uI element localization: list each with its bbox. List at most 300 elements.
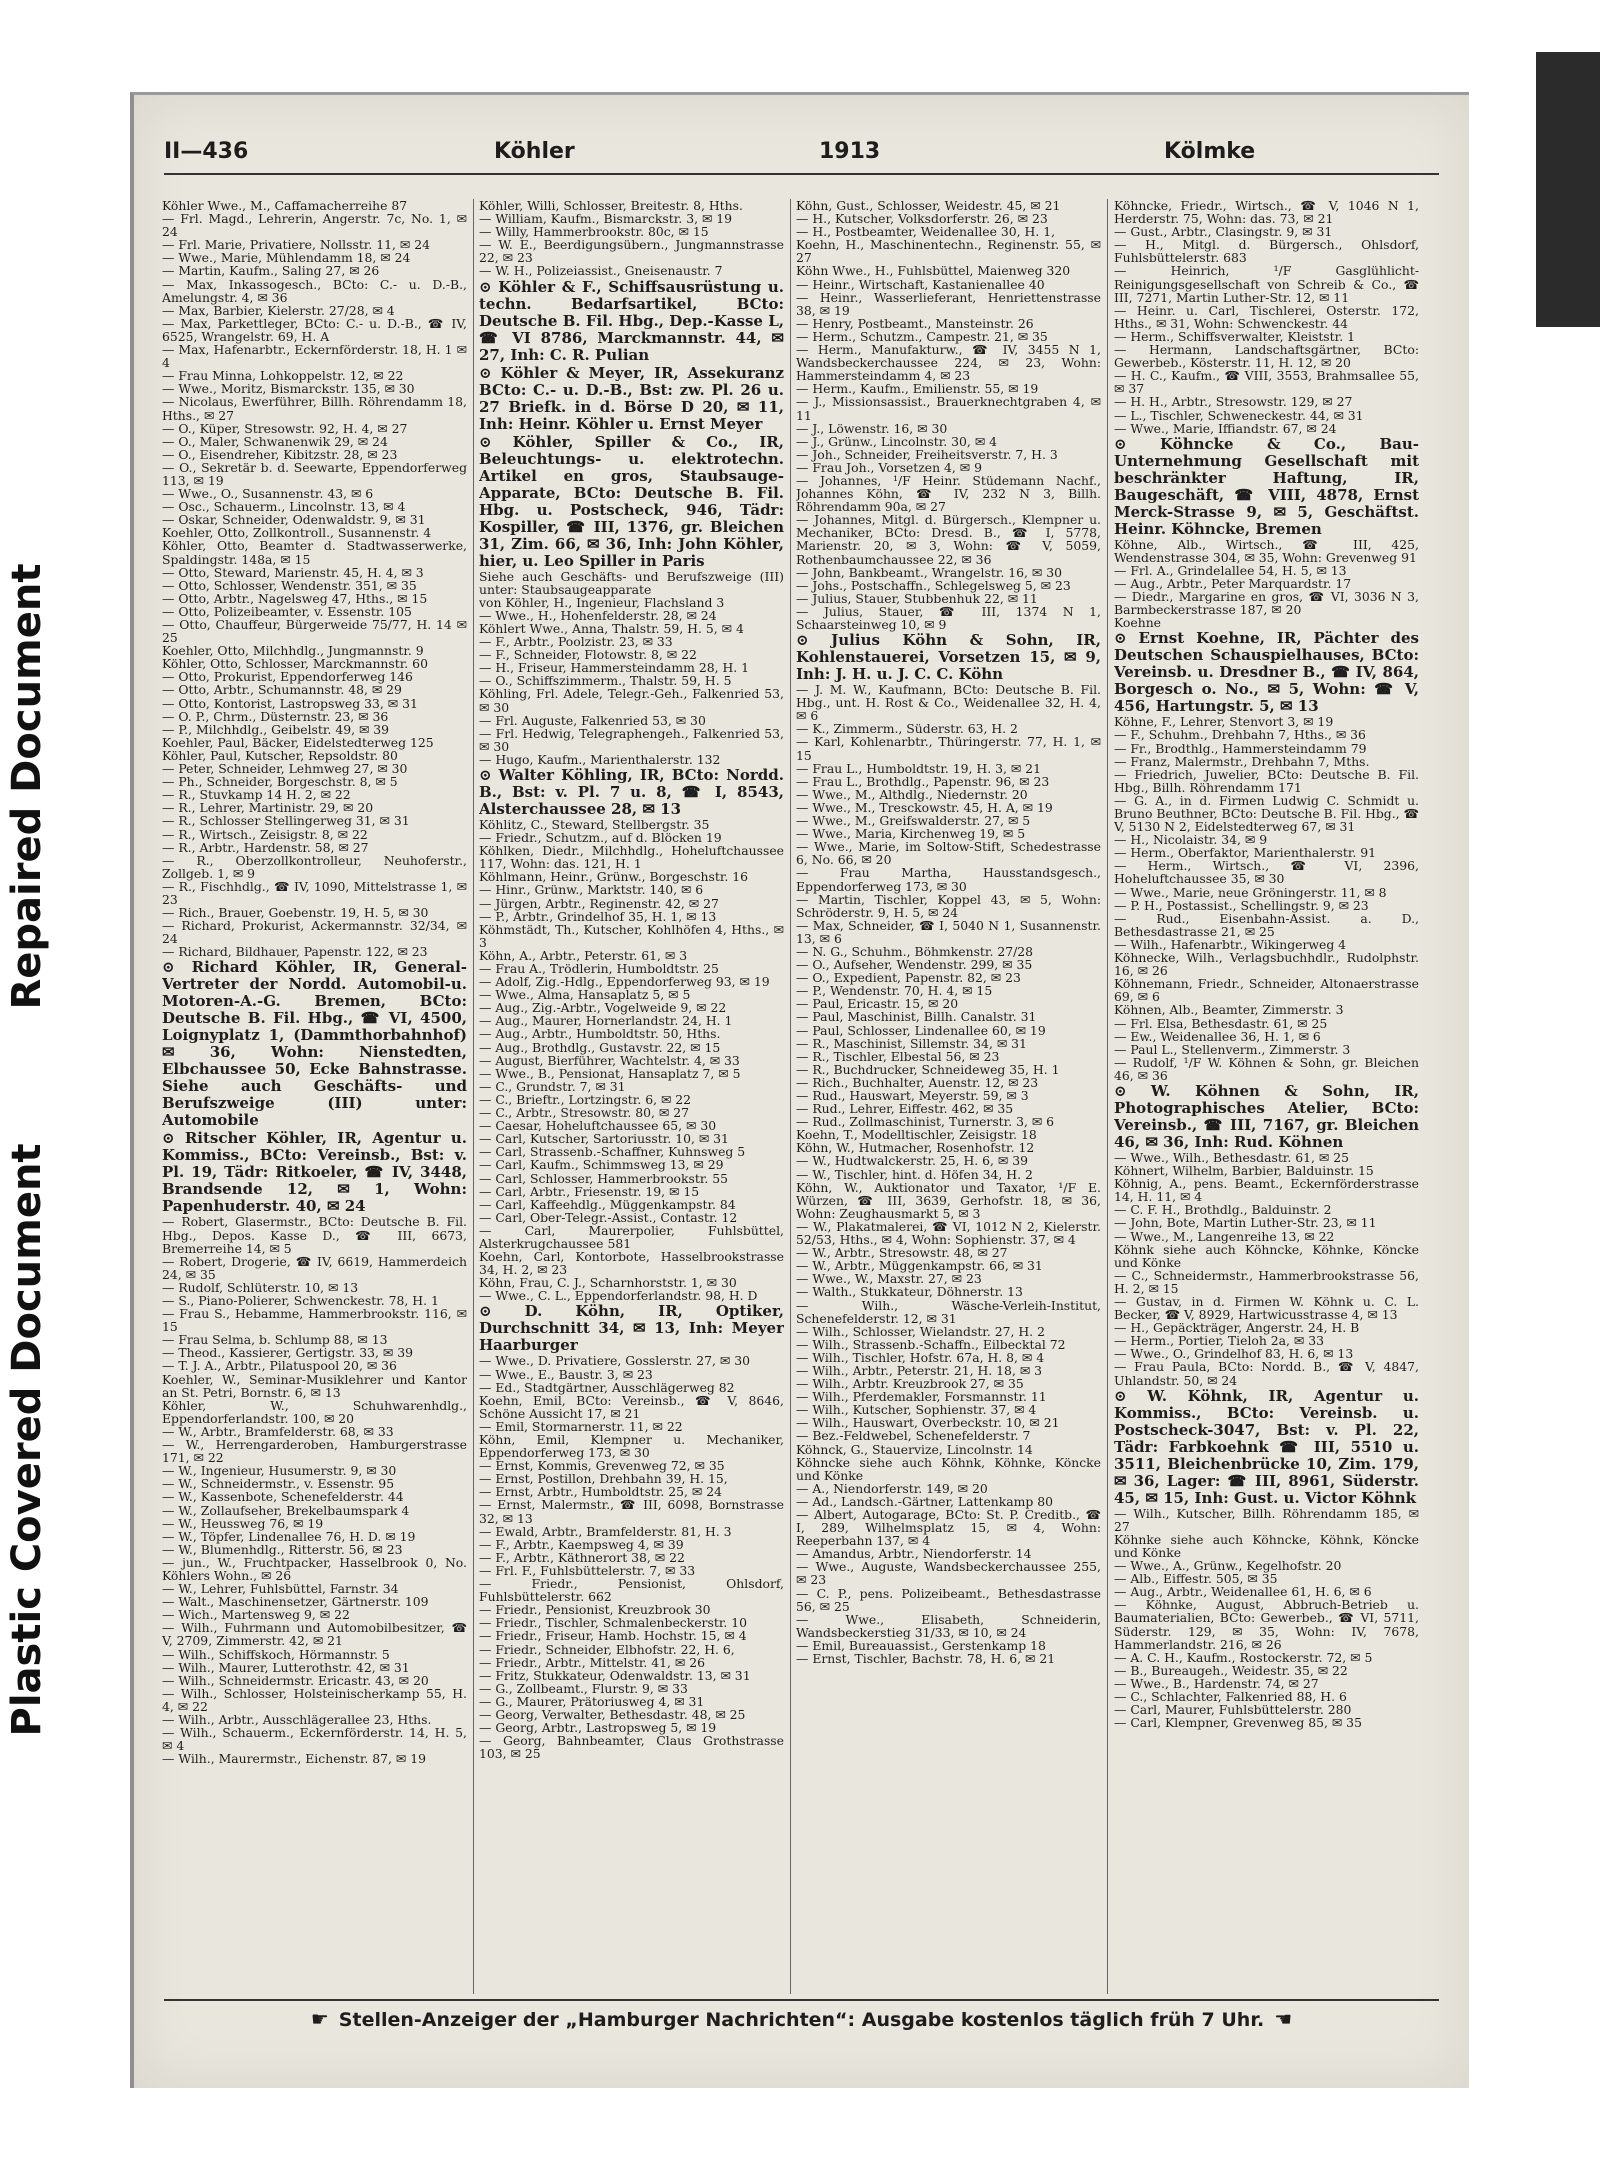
directory-entry: — H., Friseur, Hammersteindamm 28, H. 1 [479,660,750,676]
directory-entry: — Wilh., Fuhrmann und Automobilbesitzer, ☎ V, 2709, Zimmerstr. 42, ✉ 21 [162,1620,467,1649]
directory-entry: — Henry, Postbeamt., Mansteinstr. 26 [796,315,1034,331]
directory-entry: — Albert, Autogarage, BCto: St. P. Creditb., ☎ I, 289, Wilhelmsplatz 15, ✉ 4, Wohn: Reeperbahn 137, ✉ 4 [796,1507,1101,1549]
directory-entry: — Wilh., Arbtr. Kreuzbrook 27, ✉ 35 [796,1376,1024,1392]
directory-entry: — W., Töpfer, Lindenallee 76, H. D. ✉ 19 [162,1528,416,1544]
directory-entry: — F., Schuhm., Drehbahn 7, Hths., ✉ 36 [1114,727,1366,743]
directory-entry: — O., Sekretär b. d. Seewarte, Eppendorferweg 113, ✉ 19 [162,459,467,488]
directory-entry: — Herm., Portier, Tieloh 2a, ✉ 33 [1114,1333,1325,1349]
directory-entry: — Julius, Stauer, ☎ III, 1374 N 1, Schaarsteinweg 10, ✉ 9 [796,603,1101,632]
directory-entry: — Ernst, Kommis, Grevenweg 72, ✉ 35 [479,1458,725,1474]
directory-entry: — Wwe., Auguste, Wandsbeckerchaussee 255, ✉ 23 [796,1559,1101,1588]
directory-entry: — Peter, Schneider, Lehmweg 27, ✉ 30 [162,761,408,777]
directory-entry: ⊙ Köhler & F., Schiffsausrüstung u. techn. Bedarfsartikel, BCto: Deutsche B. Fil. Hbg., Dep.-Kasse L, ☎ VI 8786, Marckmannstr. 44, ✉ 27, Inh: C. R. Pulian [479,277,784,364]
directory-entry: — Wwe., M., Althdlg., Niedernstr. 20 [796,786,1028,802]
directory-entry: — Wilh., Pferdemakler, Forsmannstr. 11 [796,1389,1047,1405]
directory-entry: — Aug., Brothdlg., Gustavstr. 22, ✉ 15 [479,1039,721,1055]
directory-entry: — Wwe., Moritz, Bismarckstr. 135, ✉ 30 [162,381,415,397]
directory-entry: — Robert, Drogerie, ☎ IV, 6619, Hammerdeich 24, ✉ 35 [162,1253,467,1282]
directory-entry: — Wwe., B., Hardenstr. 74, ✉ 27 [1114,1675,1319,1691]
directory-entry: — Wilh., Schauerm., Eckernförderstr. 14, H. 5, ✉ 4 [162,1725,467,1754]
directory-entry: — Robert, Glasermstr., BCto: Deutsche B. Fil. Hbg., Depos. Kasse D., ☎ III, 6673, Bremerreihe 14, ✉ 5 [162,1214,467,1256]
directory-entry: — O., Eisendreher, Kibitzstr. 28, ✉ 23 [162,446,398,462]
directory-entry: Köhn, W., Hutmacher, Rosenhofstr. 12 [796,1140,1035,1156]
directory-entry: — R., Buchdrucker, Schneideweg 35, H. 1 [796,1061,1060,1077]
directory-entry: — Frau Paula, BCto: Nordd. B., ☎ V, 4847, Uhlandstr. 50, ✉ 24 [1114,1359,1419,1388]
header-year: 1913 [819,139,881,164]
directory-column-1 [162,199,467,1994]
directory-entry: — Frl. Marie, Privatiere, Nollsstr. 11, ✉ 24 [162,237,430,253]
directory-entry: — Wwe., M., Tresckowstr. 45, H. A, ✉ 19 [796,799,1053,815]
directory-entry: — Hinr., Grünw., Marktstr. 140, ✉ 6 [479,882,704,898]
directory-entry: — Rud., Zollmaschinist, Turnerstr. 3, ✉ 6 [796,1114,1055,1130]
directory-entry: — Ernst, Malermstr., ☎ III, 6098, Bornstrasse 32, ✉ 13 [479,1497,784,1526]
directory-entry: — Wilh., Schlosser, Holsteinischerkamp 55, H. 4, ✉ 22 [162,1685,467,1714]
directory-entry: — Max, Hafenarbtr., Eckernförderstr. 18, H. 1 ✉ 4 [162,342,467,371]
directory-entry: — Carl, Schlosser, Hammerbrookstr. 55 [479,1170,729,1186]
directory-entry: Köhn, W., Auktionator und Taxator, ¹/F E. Würzen, ☎ III, 3639, Gerhofstr. 18, ✉ 36, Wohn: Zeughausmarkt 5, ✉ 3 [796,1179,1101,1221]
page-header [164,139,1439,171]
directory-entry: — Otto, Prokurist, Eppendorferweg 146 [162,669,413,685]
directory-entry: Köhne, F., Lehrer, Stenvort 3, ✉ 19 [1114,714,1334,730]
directory-entry: — Hugo, Kaufm., Marienthalerstr. 132 [479,751,721,767]
directory-entry: von Köhler, H., Ingenieur, Flachsland 3 [479,594,725,610]
directory-entry: — H. H., Arbtr., Stresowstr. 129, ✉ 27 [1114,394,1353,410]
footer-rule [164,1999,1439,2001]
directory-entry: — Georg, Verwalter, Bethesdastr. 48, ✉ 25 [479,1706,746,1722]
directory-entry: — W., Arbtr., Müggenkampstr. 66, ✉ 31 [796,1258,1043,1274]
directory-entry: — Frau L., Brothdlg., Papenstr. 96, ✉ 23 [796,773,1050,789]
directory-entry: — R., Schlosser Stellingerweg 31, ✉ 31 [162,813,410,829]
directory-entry: — Frau S., Hebamme, Hammerbrookstr. 116, ✉ 15 [162,1306,467,1335]
directory-entry: Köhling, Frl. Adele, Telegr.-Geh., Falkenried 53, ✉ 30 [479,686,784,715]
directory-entry: Koehn, H., Maschinentechn., Reginenstr. 55, ✉ 27 [796,237,1101,266]
directory-entry: — Herm., Kaufm., Emilienstr. 55, ✉ 19 [796,381,1039,397]
directory-entry: — Ed., Stadtgärtner, Ausschlägerweg 82 [479,1379,735,1395]
directory-entry: — Theod., Kassierer, Gertigstr. 33, ✉ 39 [162,1345,413,1361]
directory-entry: — C., Grundstr. 7, ✉ 31 [479,1078,626,1094]
directory-entry: — Johannes, Mitgl. d. Bürgersch., Klempner u. Mechaniker, BCto: Dresd. B., ☎ I, 5778, Marienstr. 20, ✉ 3, Wohn: ☎ V, 5059, Rothenbaumchaussee 22, ✉ 36 [796,512,1101,567]
directory-entry: — August, Bierführer, Wachtelstr. 4, ✉ 33 [479,1052,740,1068]
directory-entry: Köhncke siehe auch Köhnk, Köhnke, Köncke und Könke [796,1454,1101,1483]
directory-entry: ⊙ Ernst Koehne, IR, Pächter des Deutschen Schauspielhauses, BCto: Vereinsb. u. Dresdner B., ☎ IV, 864, Borgesch o. No., ✉ 5, Wohn: ☎ V, 456, Hartungstr. 5, ✉ 13 [1114,629,1419,716]
directory-entry: — R., Oberzollkontrolleur, Neuhoferstr., Zollgeb. 1, ✉ 9 [162,852,467,881]
directory-entry: — Herm., Wirtsch., ☎ VI, 2396, Hoheluftchaussee 35, ✉ 30 [1114,858,1419,887]
directory-entry: — Willy, Hammerbrookstr. 80c, ✉ 15 [479,224,709,240]
directory-entry: — Richard, Bildhauer, Papenstr. 122, ✉ 23 [162,944,428,960]
directory-entry: — Wwe., M., Greifswalderstr. 27, ✉ 5 [796,813,1031,829]
directory-entry: — Alb., Eiffestr. 505, ✉ 35 [1114,1571,1278,1587]
directory-entry: ⊙ Köhler & Meyer, IR, Assekuranz BCto: C.- u. D.-B., Bst: zw. Pl. 26 u. 27 Briefk. in d. Börse D 20, ✉ 11, Inh: Heinr. Köhler u. Ernst Meyer [479,363,784,433]
directory-entry: Köhlert Wwe., Anna, Thalstr. 59, H. 5, ✉ 4 [479,620,744,636]
directory-entry: — Wilh., Arbtr., Peterstr. 21, H. 18, ✉ 3 [796,1362,1043,1378]
directory-entry: — Carl, Kaufm., Schimmsweg 13, ✉ 29 [479,1157,724,1173]
directory-entry: — W. E., Beerdigungsübern., Jungmannstrasse 22, ✉ 23 [479,237,784,266]
directory-column-4 [1114,199,1419,1994]
header-right-name: Kölmke [1164,139,1256,164]
directory-entry: — Frau Martha, Hausstandsgesch., Eppendorferweg 173, ✉ 30 [796,865,1101,894]
directory-entry: — Max, Parkettleger, BCto: C.- u. D.-B., ☎ IV, 6525, Wrangelstr. 69, H. A [162,315,467,344]
footer-advert-text: Stellen-Anzeiger der „Hamburger Nachrichten“: Ausgabe kostenlos täglich früh 7 Uhr. [338,2009,1265,2031]
directory-entry: Koehler, Otto, Zollkontroll., Susannenstr. 4 [162,525,432,541]
directory-entry: — W., Tischler, hint. d. Höfen 34, H. 2 [796,1166,1033,1182]
directory-entry: — Wilh., Kutscher, Sophienstr. 37, ✉ 4 [796,1402,1037,1418]
directory-entry: — Richard, Prokurist, Ackermannstr. 32/34, ✉ 24 [162,918,467,947]
directory-entry: — Frl. Elsa, Bethesdastr. 61, ✉ 25 [1114,1015,1328,1031]
directory-entry: — O., Maler, Schwanenwik 29, ✉ 24 [162,433,388,449]
directory-entry: — K., Zimmerm., Süderstr. 63, H. 2 [796,721,1018,737]
directory-entry: — Wwe., O., Susannenstr. 43, ✉ 6 [162,486,374,502]
directory-entry: — Herm., Schiffsverwalter, Kleiststr. 1 [1114,328,1355,344]
directory-entry: — H., Postbeamter, Weidenallee 30, H. 1, [796,224,1056,240]
directory-entry: — R., Wirtsch., Zeisigstr. 8, ✉ 22 [162,826,368,842]
column-divider [1107,199,1108,1994]
directory-entry: — Johs., Postschaffn., Schlegelsweg 5, ✉ 23 [796,577,1071,593]
directory-entry: — Walt., Maschinensetzer, Gärtnerstr. 109 [162,1594,429,1610]
directory-entry: — Friedr., Pensionist, Ohlsdorf, Fuhlsbüttelerstr. 662 [479,1576,784,1605]
directory-entry: — R., Tischler, Elbestal 56, ✉ 23 [796,1048,1000,1064]
directory-entry: — A., Niendorferstr. 149, ✉ 20 [796,1480,988,1496]
directory-entry: ⊙ Ritscher Köhler, IR, Agentur u. Kommiss., BCto: Vereinsb., Bst: v. Pl. 19, Tädr: Ritkoeler, ☎ IV, 3448, Brandsende 12, ✉ 1, Wohn: Papenhuderstr. 40, ✉ 24 [162,1129,467,1216]
directory-entry: — Joh., Schneider, Freiheitsverstr. 7, H. 3 [796,446,1058,462]
directory-entry: — O. P., Chrm., Düsternstr. 23, ✉ 36 [162,708,389,724]
directory-entry: — R., Stuvkamp 14 H. 2, ✉ 22 [162,787,351,803]
directory-entry: — W., Lehrer, Fuhlsbüttel, Farnstr. 34 [162,1581,399,1597]
directory-entry: Köhler Wwe., M., Caffamacherreihe 87 [162,199,408,213]
directory-entry: — Wwe., Marie, Mühlendamm 18, ✉ 24 [162,250,411,266]
document-status-label [0,520,54,1780]
column-divider [473,199,474,1994]
directory-entry: — Frl. Magd., Lehrerin, Angerstr. 7c, No. 1, ✉ 24 [162,211,467,240]
directory-entry: — Aug., Arbtr., Peter Marquardstr. 17 [1114,575,1352,591]
directory-entry: — W., Plakatmalerei, ☎ VI, 1012 N 2, Kielerstr. 52/53, Hths., ✉ 4, Wohn: Sophienstr. 37, ✉ 4 [796,1218,1101,1248]
directory-entry: — Martin, Kaufm., Saling 27, ✉ 26 [162,263,380,279]
page-footer [164,2007,1439,2037]
directory-entry: — Frau L., Humboldtstr. 19, H. 3, ✉ 21 [796,760,1041,776]
directory-entry: — Gustav, in d. Firmen W. Köhnk u. C. L. Becker, ☎ V, 8929, Hartwicusstrasse 4, ✉ 13 [1114,1294,1419,1323]
directory-entry: — Frau Minna, Lohkoppelstr. 12, ✉ 22 [162,368,404,384]
directory-entry: — Aug., Zig.-Arbtr., Vogelweide 9, ✉ 22 [479,1000,727,1016]
directory-entry: ⊙ D. Köhn, IR, Optiker, Durchschnitt 34, ✉ 13, Inh: Meyer Haarburger [479,1302,784,1355]
directory-entry: — Carl, Klempner, Grevenweg 85, ✉ 35 [1114,1715,1362,1731]
directory-entry: — Wilh., Maurer, Lutterothstr. 42, ✉ 31 [162,1659,410,1675]
directory-entry: — Wwe., M., Langenreihe 13, ✉ 22 [1114,1228,1335,1244]
directory-entry: — W., Kassenbote, Schenefelderstr. 44 [162,1489,404,1505]
page-number: II—436 [164,139,249,164]
directory-entry: — P. H., Postassist., Schellingstr. 9, ✉ 23 [1114,897,1369,913]
directory-entry: — R., Fischhdlg., ☎ IV, 1090, Mittelstrasse 1, ✉ 23 [162,878,467,907]
directory-entry: Köhlitz, C., Steward, Stellbergstr. 35 [479,816,710,832]
directory-entry: — Emil, Bureauassist., Gerstenkamp 18 [796,1637,1046,1653]
directory-entry: — Carl, Kutscher, Sartoriusstr. 10, ✉ 31 [479,1131,729,1147]
directory-entry: — Rich., Brauer, Goebenstr. 19, H. 5, ✉ 30 [162,905,429,921]
directory-entry: — W., Schneidermstr., v. Essenstr. 95 [162,1476,395,1492]
directory-entry: — F., Arbtr., Käthnerort 38, ✉ 22 [479,1549,685,1565]
directory-entry: — F., Arbtr., Kaempsweg 4, ✉ 39 [479,1536,684,1552]
directory-entry: — Karl, Kohlenarbtr., Thüringerstr. 77, H. 1, ✉ 15 [796,734,1101,763]
repaired-label: Repaired Document [4,563,50,1010]
directory-entry: Köhler, Otto, Schlosser, Marckmannstr. 60 [162,656,428,672]
directory-entry: — C. P., pens. Polizeibeamt., Bethesdastrasse 56, ✉ 25 [796,1585,1101,1614]
directory-entry: — C. F. H., Brothdlg., Balduinstr. 2 [1114,1202,1332,1218]
directory-entry: — Wwe., Alma, Hansaplatz 5, ✉ 5 [479,987,691,1003]
directory-entry: — Wwe., E., Baustr. 3, ✉ 23 [479,1366,653,1382]
directory-entry: — J. M. W., Kaufmann, BCto: Deutsche B. Fil. Hbg., unt. H. Rost & Co., Weidenallee 32, H. 4, ✉ 6 [796,682,1101,724]
directory-entry: — W., Blumenhdlg., Ritterstr. 56, ✉ 23 [162,1541,403,1557]
directory-entry: Köhnecke, Wilh., Verlagsbuchhdlr., Rudolphstr. 16, ✉ 26 [1114,950,1419,979]
directory-entry: — Wich., Martensweg 9, ✉ 22 [162,1607,350,1623]
directory-entry: — G., Zollbeamt., Flurstr. 9, ✉ 33 [479,1680,688,1696]
directory-entry: — J., Löwenstr. 16, ✉ 30 [796,420,948,436]
directory-entry: — G. A., in d. Firmen Ludwig C. Schmidt u. Bruno Beuthner, BCto: Deutsche B. Fil. Hbg., ☎ V, 5130 N 2, Eidelstedterweg 67, ✉ 31 [1114,792,1419,835]
header-left-name: Köhler [494,139,575,164]
directory-entry: — Friedrich, Juwelier, BCto: Deutsche B. Fil. Hbg., Billh. Röhrendamm 171 [1114,766,1419,795]
directory-entry: ⊙ W. Köhnk, IR, Agentur u. Kommiss., BCto: Vereinsb. u. Postscheck-3047, Bst: v. Pl. 22, Tädr: Farbkoehnk ☎ III, 5510 u. 3511, Bleichenbrücke 10, Zim. 179, ✉ 36, Lager: ☎ III, 8961, Süderstr. 45, ✉ 15, Inh: Gust. u. Victor Köhnk [1114,1386,1419,1507]
directory-entry: — Friedr., Schutzm., auf d. Blöcken 19 [479,830,722,846]
directory-entry: — Paul L., Stellenverm., Zimmerstr. 3 [1114,1041,1351,1057]
directory-entry: — Wilh., Kutscher, Billh. Röhrendamm 185, ✉ 27 [1114,1505,1419,1534]
directory-entry: — W. H., Polizeiassist., Gneisenaustr. 7 [479,263,723,279]
directory-entry: — Heinr., Wirtschaft, Kastanienallee 40 [796,276,1045,292]
directory-entry: — Paul, Schlosser, Lindenallee 60, ✉ 19 [796,1022,1046,1038]
directory-entry: — Friedr., Tischler, Schmalenbeckerstr. 10 [479,1615,748,1631]
pointing-hand-left-icon: ☛ [310,2007,329,2031]
plastic-covered-label: Plastic Covered Document [4,1143,50,1737]
directory-entry: Köhnk siehe auch Köhncke, Köhnke, Köncke und Könke [1114,1241,1419,1270]
directory-entry: — Wilh., Hafenarbtr., Wikingerweg 4 [1114,936,1347,952]
directory-column-3 [796,199,1101,1994]
directory-entry: — Wwe., H., Hohenfelderstr. 28, ✉ 24 [479,607,717,623]
directory-entry: — John, Bankbeamt., Wrangelstr. 16, ✉ 30 [796,564,1062,580]
directory-entry: Köhler, Paul, Kutscher, Repsoldstr. 80 [162,747,398,763]
directory-entry: Köhlmann, Heinr., Grünw., Borgeschstr. 16 [479,869,749,885]
directory-entry: — Wilh., Wäsche-Verleih-Institut, Schenefelderstr. 12, ✉ 31 [796,1297,1101,1326]
directory-entry: — Frl. Hedwig, Telegraphengeh., Falkenried 53, ✉ 30 [479,725,784,754]
directory-entry: — H., Mitgl. d. Bürgersch., Ohlsdorf, Fuhlsbüttelerstr. 683 [1114,237,1419,266]
directory-entry: ⊙ W. Köhnen & Sohn, IR, Photographisches Atelier, BCto: Vereinsb., ☎ III, 7167, gr. Bleichen 46, ✉ 36, Inh: Rud. Köhnen [1114,1081,1419,1151]
directory-entry: — F., Schneider, Flotowstr. 8, ✉ 22 [479,647,697,663]
directory-entry: — Bez.-Feldwebel, Schenefelderstr. 7 [796,1428,1031,1444]
directory-entry: — H., Kutscher, Volksdorferstr. 26, ✉ 23 [796,211,1048,227]
directory-entry: Köhnke siehe auch Köhncke, Köhnk, Köncke und Könke [1114,1531,1419,1560]
directory-entry: — Otto, Schlosser, Wendenstr. 351, ✉ 35 [162,577,417,593]
directory-entry: — Friedr., Arbtr., Mittelstr. 41, ✉ 26 [479,1654,706,1670]
directory-entry: — Hermann, Landschaftsgärtner, BCto: Gewerbeb., Kösterstr. 11, H. 12, ✉ 20 [1114,342,1419,371]
directory-entry: — R., Arbtr., Hardenstr. 58, ✉ 27 [162,839,369,855]
directory-entry: — John, Bote, Martin Luther-Str. 23, ✉ 11 [1114,1215,1377,1231]
directory-entry: — Ernst, Arbtr., Humboldtstr. 25, ✉ 24 [479,1484,722,1500]
directory-entry: Köhncke, Friedr., Wirtsch., ☎ V, 1046 N 1, Herderstr. 75, Wohn: das. 73, ✉ 21 [1114,199,1419,227]
directory-entry: ⊙ Köhler, Spiller & Co., IR, Beleuchtungs- u. elektrotechn. Artikel en gros, Staubsauge-Apparate, BCto: Deutsche B. Fil. Hbg. u. Postscheck, 946, Tädr: Kospiller, ☎ III, 1376, gr. Bleichen 31, Zim. 66, ✉ 36, Inh: John Köhler, hier, u. Leo Spiller in Paris [479,432,784,570]
directory-entry: — Wwe., A., Grünw., Kegelhofstr. 20 [1114,1558,1342,1574]
directory-entry: — W., Arbtr., Stresowstr. 48, ✉ 27 [796,1245,1008,1261]
directory-entry: — Fritz, Stukkateur, Odenwaldstr. 13, ✉ 31 [479,1667,751,1683]
directory-entry: — W., Ingenieur, Husumerstr. 9, ✉ 30 [162,1463,397,1479]
directory-entry: — J., Missionsassist., Brauerknechtgraben 4, ✉ 11 [796,394,1101,423]
directory-entry: — W., Herrengarderoben, Hamburgerstrasse 171, ✉ 22 [162,1437,467,1466]
directory-entry: Köhler, W., Schuhwarenhdlg., Eppendorferlandstr. 100, ✉ 20 [162,1397,467,1426]
directory-entry: — Carl, Kaffeehdlg., Müggenkampstr. 84 [479,1196,736,1212]
directory-entry: Köhnck, G., Stauervize, Lincolnstr. 14 [796,1441,1033,1457]
directory-entry: — Caesar, Hoheluftchaussee 65, ✉ 30 [479,1118,717,1134]
directory-entry: — Max, Barbier, Kielerstr. 27/28, ✉ 4 [162,302,395,318]
directory-entry: — Adolf, Zig.-Hdlg., Eppendorferweg 93, ✉ 19 [479,974,770,990]
column-divider [790,199,791,1994]
directory-entry: — Otto, Arbtr., Schumannstr. 48, ✉ 29 [162,682,402,698]
directory-entry: — H., Nicolaistr. 34, ✉ 9 [1114,832,1268,848]
directory-entry: — C., Brieftr., Lortzingstr. 6, ✉ 22 [479,1091,692,1107]
directory-entry: — Frau Selma, b. Schlump 88, ✉ 13 [162,1332,388,1348]
directory-entry: — Carl, Maurer, Fuhlsbüttelerstr. 280 [1114,1702,1352,1718]
directory-entry: — Emil, Stormarnerstr. 11, ✉ 22 [479,1418,683,1434]
directory-entry: — G., Maurer, Prätoriusweg 4, ✉ 31 [479,1693,705,1709]
directory-entry: Köhn, Emil, Klempner u. Mechaniker, Eppendorferweg 173, ✉ 30 [479,1432,784,1461]
directory-entry: — W., Arbtr., Bramfelderstr. 68, ✉ 33 [162,1423,394,1439]
directory-entry: — Aug., Arbtr., Weidenallee 61, H. 6, ✉ 6 [1114,1584,1372,1600]
directory-entry: — R., Maschinist, Sillemstr. 34, ✉ 31 [796,1035,1027,1051]
directory-entry: Koehn, T., Modelltischler, Zeisigstr. 18 [796,1127,1037,1143]
directory-entry: — Jürgen, Arbtr., Reginenstr. 42, ✉ 27 [479,895,719,911]
directory-entry: — O., Schiffszimmerm., Thalstr. 59, H. 5 [479,673,732,689]
directory-entry: — Amandus, Arbtr., Niendorferstr. 14 [796,1546,1032,1562]
directory-entry: — Ph., Schneider, Borgeschstr. 8, ✉ 5 [162,774,398,790]
directory-entry: — Wwe., Maria, Kirchenweg 19, ✉ 5 [796,826,1026,842]
directory-entry: — Wilh., Schlosser, Wielandstr. 27, H. 2 [796,1323,1045,1339]
directory-entry: — Ewald, Arbtr., Bramfelderstr. 81, H. 3 [479,1523,732,1539]
directory-entry: — Herm., Oberfaktor, Marienthalerstr. 91 [1114,845,1377,861]
directory-entry: Siehe auch Geschäfts- und Berufszweige (III) unter: Staubsaugeapparate [479,568,784,597]
directory-entry: — Wilh., Schiffskoch, Hörmannstr. 5 [162,1646,390,1662]
directory-entry: — Otto, Polizeibeamter, v. Essenstr. 105 [162,603,412,619]
directory-entry: — Julius, Stauer, Stubbenhuk 22, ✉ 11 [796,590,1038,606]
directory-entry: Köhn, Frau, C. J., Scharnhorststr. 1, ✉ 30 [479,1275,737,1291]
directory-entry: — W., Heussweg 76, ✉ 19 [162,1515,324,1531]
directory-entry: — Wwe., Wilh., Bethesdastr. 61, ✉ 25 [1114,1149,1349,1165]
directory-entry: — Frl. A., Grindelallee 54, H. 5, ✉ 13 [1114,562,1347,578]
pointing-hand-right-icon: ☚ [1274,2007,1293,2031]
directory-entry: — H. C., Kaufm., ☎ VIII, 3553, Brahmsallee 55, ✉ 37 [1114,368,1419,397]
directory-entry: Köhn, A., Arbtr., Peterstr. 61, ✉ 3 [479,947,688,963]
directory-entry: — Rud., Lehrer, Eiffestr. 462, ✉ 35 [796,1101,1014,1117]
directory-entry: Koehler, Otto, Milchhdlg., Jungmannstr. 9 [162,643,424,659]
directory-entry: — Carl, Ober-Telegr.-Assist., Contastr. 12 [479,1209,738,1225]
directory-entry: — P., Milchhdlg., Geibelstr. 49, ✉ 39 [162,721,390,737]
directory-entry: — O., Aufseher, Wendenstr. 299, ✉ 35 [796,957,1033,973]
directory-entry: — Carl, Maurerpolier, Fuhlsbüttel, Alsterkrugchaussee 581 [479,1222,784,1251]
directory-entry: ⊙ Köhncke & Co., Bau-Unternehmung Gesellschaft mit beschränkter Haftung, IR, Baugeschäft, ☎ VIII, 4878, Ernst Merck-Strasse 9, ✉ 5, Geschäftst. Heinr. Köhncke, Bremen [1114,434,1419,538]
directory-entry: — Wilh., Tischler, Hofstr. 67a, H. 8, ✉ 4 [796,1349,1045,1365]
directory-entry: — Rudolf, Schlüterstr. 10, ✉ 13 [162,1279,359,1295]
directory-entry: Koehler, W., Seminar-Musiklehrer und Kantor an St. Petri, Bornstr. 6, ✉ 13 [162,1371,467,1400]
directory-entry: ⊙ Julius Köhn & Sohn, IR, Kohlenstauerei, Vorsetzen 15, ✉ 9, Inh: J. H. u. J. C. C. Köhn [796,631,1101,684]
directory-entry: — Max, Inkassogesch., BCto: C.- u. D.-B., Amelungstr. 4, ✉ 36 [162,276,467,305]
scan-background-edge [1536,52,1600,327]
header-rule [164,173,1439,175]
directory-entry: — Carl, Strassenb.-Schaffner, Kuhnsweg 5 [479,1144,746,1160]
directory-entry: Köhnig, A., pens. Beamt., Eckernförderstrasse 14, H. 11, ✉ 4 [1114,1176,1419,1205]
directory-entry: — Georg, Arbtr., Lastropsweg 5, ✉ 19 [479,1720,717,1736]
directory-entry: — Wilh., Schneidermstr. Ericastr. 43, ✉ 20 [162,1672,429,1688]
directory-entry: — J., Grünw., Lincolnstr. 30, ✉ 4 [796,433,998,449]
directory-entry: — Gust., Arbtr., Clasingstr. 9, ✉ 31 [1114,224,1333,240]
directory-entry: — Wilh., Arbtr., Ausschlägerallee 23, Hths. [162,1712,432,1727]
directory-entry: — Wwe., C. L., Eppendorferlandstr. 98, H. D [479,1288,758,1304]
directory-entry: — Heinr. u. Carl, Tischlerei, Osterstr. 172, Hths., ✉ 31, Wohn: Schwenckestr. 44 [1114,302,1419,331]
directory-entry: — Osc., Schauerm., Lincolnstr. 13, ✉ 4 [162,499,406,515]
directory-entry: — F., Arbtr., Poolzistr. 23, ✉ 33 [479,634,673,650]
directory-entry: Koehn, Emil, BCto: Vereinsb., ☎ V, 8646, Schöne Aussicht 17, ✉ 21 [479,1392,784,1421]
directory-entry: — Otto, Chauffeur, Bürgerweide 75/77, H. 14 ✉ 25 [162,617,467,646]
directory-entry: Köhne, Alb., Wirtsch., ☎ III, 425, Wendenstrasse 304, ✉ 35, Wohn: Grevenweg 91 [1114,536,1419,565]
directory-entry: — Wwe., O., Grindelhof 83, H. 6, ✉ 13 [1114,1346,1354,1362]
directory-entry: — Heinrich, ¹/F Gasglühlicht-Reinigungsgesellschaft von Schreib & Co., ☎ III, 7271, Martin Luther-Str. 12, ✉ 11 [1114,263,1419,305]
directory-entry: — Georg, Bahnbeamter, Claus Grothstrasse 103, ✉ 25 [479,1733,784,1762]
directory-entry: — Carl, Arbtr., Friesenstr. 19, ✉ 15 [479,1183,700,1199]
directory-entry: — Walth., Stukkateur, Döhnerstr. 13 [796,1284,1023,1300]
directory-entry: — S., Piano-Polierer, Schwenckestr. 78, H. 1 [162,1293,439,1308]
directory-entry: — Herm., Schutzm., Campestr. 21, ✉ 35 [796,328,1048,344]
directory-entry: Köhlken, Diedr., Milchhdlg., Hoheluftchaussee 117, Wohn: das. 121, H. 1 [479,843,784,872]
directory-entry: — Paul, Ericastr. 15, ✉ 20 [796,996,959,1012]
directory-entry: — O., Küper, Stresowstr. 92, H. 4, ✉ 27 [162,420,408,436]
directory-entry: — Otto, Steward, Marienstr. 45, H. 4, ✉ 3 [162,564,424,580]
directory-entry: Köhmstädt, Th., Kutscher, Kohlhöfen 4, Hths., ✉ 3 [479,921,784,950]
directory-entry: — Fr., Brodthlg., Hammersteindamm 79 [1114,740,1367,756]
directory-entry: — Heinr., Wasserlieferant, Henriettenstrasse 38, ✉ 19 [796,289,1101,318]
directory-entry: — Rich., Buchhalter, Auenstr. 12, ✉ 23 [796,1074,1039,1090]
directory-entry: — Ad., Landsch.-Gärtner, Lattenkamp 80 [796,1493,1054,1509]
directory-entry: Koehler, Paul, Bäcker, Eidelstedterweg 125 [162,734,434,750]
directory-column-2 [479,199,784,1994]
directory-entry: — Martin, Tischler, Koppel 43, ✉ 5, Wohn: Schröderstr. 9, H. 5, ✉ 24 [796,891,1101,920]
directory-entry: — Herm., Manufakturw., ☎ IV, 3455 N 1, Wandsbeckerchaussee 224, ✉ 23, Wohn: Hammersteindamm 4, ✉ 23 [796,342,1101,384]
directory-entry: Köhn Wwe., H., Fuhlsbüttel, Maienweg 320 [796,263,1071,279]
directory-entry: — Johannes, ¹/F Heinr. Stüdemann Nachf., Johannes Köhn, ☎ IV, 232 N 3, Billh. Röhrendamm 90a, ✉ 27 [796,472,1101,515]
directory-entry: — Nicolaus, Ewerführer, Billh. Röhrendamm 18, Hths., ✉ 27 [162,394,467,423]
directory-entry: — Friedr., Schneider, Elbhofstr. 22, H. 6, [479,1641,735,1657]
directory-entry: — Oskar, Schneider, Odenwaldstr. 9, ✉ 31 [162,512,426,528]
directory-entry: — Ernst, Postillon, Drehbahn 39, H. 15, [479,1471,728,1487]
directory-entry: Köhn, Gust., Schlosser, Weidestr. 45, ✉ 21 [796,199,1061,213]
directory-entry: — Wwe., Marie, im Soltow-Stift, Schedestrasse 6, No. 66, ✉ 20 [796,839,1101,868]
directory-entry: — Wwe., Marie, neue Gröningerstr. 11, ✉ 8 [1114,884,1387,900]
directory-entry: — C., Schlachter, Falkenried 88, H. 6 [1114,1688,1347,1704]
directory-entry: — Rud., Eisenbahn-Assist. a. D., Bethesdastrasse 21, ✉ 25 [1114,910,1419,939]
directory-entry: — Diedr., Margarine en gros, ☎ VI, 3036 N 3, Barmbeckerstrasse 187, ✉ 20 [1114,589,1419,618]
directory-entry: — Wilh., Maurermstr., Eichenstr. 87, ✉ 19 [162,1751,427,1767]
directory-entry: — Frau Joh., Vorsetzen 4, ✉ 9 [796,459,982,475]
directory-entry: — T. J. A., Arbtr., Pilatuspool 20, ✉ 36 [162,1358,397,1374]
directory-entry: — Frl. Auguste, Falkenried 53, ✉ 30 [479,712,706,728]
directory-entry: — P., Arbtr., Grindelhof 35, H. 1, ✉ 13 [479,908,717,924]
directory-entry: — H., Gepäckträger, Angerstr. 24, H. B [1114,1320,1360,1336]
directory-entry: Köhnert, Wilhelm, Barbier, Balduinstr. 15 [1114,1163,1374,1179]
directory-entry: Köhler, Otto, Beamter d. Stadtwasserwerke, Spaldingstr. 148a, ✉ 15 [162,538,467,567]
directory-entry: — R., Lehrer, Martinistr. 29, ✉ 20 [162,800,374,816]
directory-entry: — Rudolf, ¹/F W. Köhnen & Sohn, gr. Bleichen 46, ✉ 36 [1114,1054,1419,1083]
directory-entry: — Friedr., Pensionist, Kreuzbrook 30 [479,1602,711,1618]
directory-entry: — Ernst, Tischler, Bachstr. 78, H. 6, ✉ 21 [796,1651,1056,1667]
directory-page [130,92,1469,2088]
directory-entry: — Aug., Arbtr., Humboldtstr. 50, Hths. [479,1026,721,1042]
directory-entry: Köhnen, Alb., Beamter, Zimmerstr. 3 [1114,1002,1344,1018]
directory-entry: — Friedr., Friseur, Hamb. Hochstr. 15, ✉ 4 [479,1628,747,1644]
directory-entry: — Paul, Maschinist, Billh. Canalstr. 31 [796,1009,1037,1025]
directory-entry: — O., Expedient, Papenstr. 82, ✉ 23 [796,970,1021,986]
directory-entry: — Frl. F., Fuhlsbüttelerstr. 7, ✉ 33 [479,1562,696,1578]
directory-entry: — Wilh., Hauswart, Overbeckstr. 10, ✉ 21 [796,1415,1060,1431]
directory-entry: — jun., W., Fruchtpacker, Hasselbrook 0, No. Köhlers Wohn., ✉ 26 [162,1554,467,1583]
directory-entry: — Wwe., D. Privatiere, Gosslerstr. 27, ✉ 30 [479,1353,751,1369]
